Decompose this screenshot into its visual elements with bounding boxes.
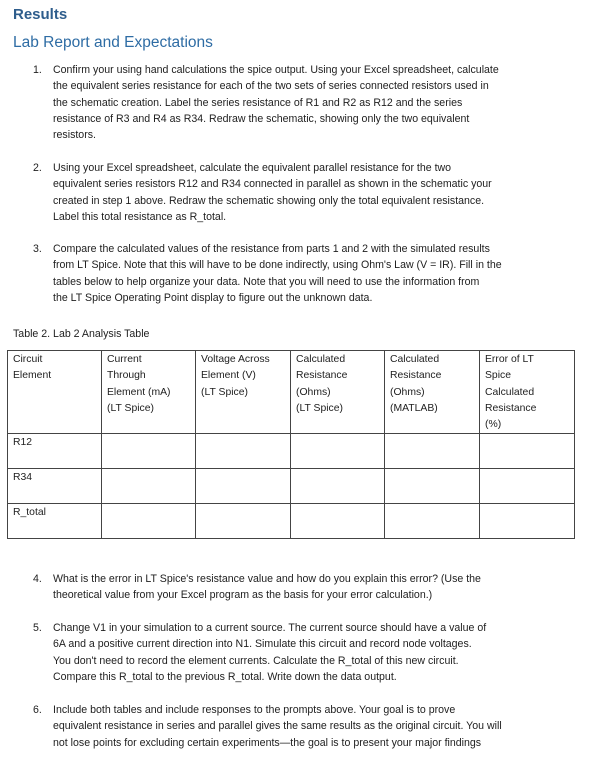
header-line: Resistance <box>390 370 442 382</box>
text-line: the schematic creation. Label the series resistance of R1 and R2 as R12 and the series <box>53 96 463 109</box>
table-cell[interactable] <box>102 469 196 504</box>
text-line: from LT Spice. Note that this will have to be done indirectly, using Ohm's Law (V = IR). Fill in the <box>53 259 502 272</box>
text-line: Confirm your using hand calculations the spice output. Using your Excel spreadsheet, calculate <box>53 64 499 76</box>
header-line: Element (mA) <box>107 386 171 398</box>
list-item-text <box>53 620 569 685</box>
table-cell[interactable] <box>385 504 480 539</box>
table-cell[interactable] <box>102 434 196 469</box>
header-line: (LT Spice) <box>296 402 343 414</box>
text-line: You don't need to record the element currents. Calculate the R_total of this new circuit. <box>53 654 459 667</box>
table-cell[interactable] <box>385 434 480 469</box>
table-row <box>8 504 575 539</box>
header-current <box>102 351 196 434</box>
header-line: Through <box>107 370 146 382</box>
text-line: not lose points for excluding certain experiments—the goal is to present your major findings <box>53 736 482 749</box>
header-line: Circuit <box>13 354 43 365</box>
list-item-number: 5. <box>33 622 42 634</box>
list-item-number: 6. <box>33 704 42 716</box>
text-line: theoretical value from your Excel program as the basis for your error calculation.) <box>53 589 433 602</box>
table-cell[interactable] <box>291 434 385 469</box>
table-cell[interactable] <box>385 469 480 504</box>
header-line: Current <box>107 354 142 365</box>
list-item-text <box>53 571 569 604</box>
table-cell[interactable] <box>480 469 575 504</box>
text-line: equivalent series resistors R12 and R34 connected in parallel as shown in the schematic your <box>53 178 492 191</box>
header-line: Element <box>13 370 52 382</box>
header-circuit-element <box>8 351 102 434</box>
header-line: Resistance <box>296 370 348 382</box>
text-line: the equivalent series resistance for each of the two sets of series connected resistors used in <box>53 80 489 93</box>
table-row <box>8 434 575 469</box>
header-line: Calculated <box>390 354 440 365</box>
text-line: What is the error in LT Spice's resistance value and how do you explain this error? (Use the <box>53 573 481 585</box>
header-line: Calculated <box>296 354 346 365</box>
table-cell[interactable] <box>291 469 385 504</box>
text-line: Include both tables and include responses to the prompts above. Your goal is to prove <box>53 704 456 716</box>
list-item-number: 3. <box>33 243 42 255</box>
header-line: Element (V) <box>201 370 256 382</box>
text-line: created in step 1 above. Redraw the schematic showing only the total equivalent resistance. <box>53 194 485 207</box>
text-line: the LT Spice Operating Point display to figure out the unknown data. <box>53 291 373 304</box>
header-line: Error of LT <box>485 354 534 365</box>
header-line: (Ohms) <box>390 386 425 398</box>
text-line: Change V1 in your simulation to a current source. The current source should have a value of <box>53 622 487 634</box>
list-item-text <box>53 241 569 306</box>
header-voltage <box>196 351 291 434</box>
header-line: (LT Spice) <box>201 386 248 398</box>
header-line: Spice <box>485 370 511 382</box>
section-title: Results <box>13 6 68 23</box>
text-line: resistance of R3 and R4 as R34. Redraw the schematic, showing only the two equivalent <box>53 112 470 125</box>
table-cell[interactable] <box>480 434 575 469</box>
header-line: (LT Spice) <box>107 402 154 414</box>
header-resistance-matlab <box>385 351 480 434</box>
table-cell[interactable] <box>196 434 291 469</box>
text-line: Compare this R_total to the previous R_total. Write down the data output. <box>53 670 397 683</box>
list-item-text <box>53 702 569 751</box>
table-cell[interactable] <box>196 504 291 539</box>
text-line: Compare the calculated values of the resistance from parts 1 and 2 with the simulated results <box>53 243 490 255</box>
header-resistance-ltspice <box>291 351 385 434</box>
list-item-number: 1. <box>33 64 42 76</box>
header-line: Voltage Across <box>201 354 270 365</box>
list-item-text <box>53 160 569 225</box>
header-line: Calculated <box>485 386 535 398</box>
text-line: 6A and a positive current direction into N1. Simulate this circuit and record node voltages. <box>53 638 472 651</box>
table-header-row <box>8 351 575 434</box>
header-line: (%) <box>485 419 502 431</box>
text-line: equivalent resistance in series and parallel gives the same results as the original circuit. You will <box>53 720 502 733</box>
subsection-title: Lab Report and Expectations <box>13 34 213 51</box>
header-line: (MATLAB) <box>390 402 438 414</box>
text-line: Label this total resistance as R_total. <box>53 210 227 223</box>
text-line: resistors. <box>53 129 96 142</box>
list-item-number: 2. <box>33 162 42 174</box>
text-line: Using your Excel spreadsheet, calculate the equivalent parallel resistance for the two <box>53 162 452 174</box>
table-row <box>8 469 575 504</box>
table-cell[interactable] <box>102 504 196 539</box>
table-cell[interactable] <box>291 504 385 539</box>
header-line: Resistance <box>485 402 537 414</box>
table-caption: Table 2. Lab 2 Analysis Table <box>13 328 150 340</box>
header-error <box>480 351 575 434</box>
table-cell[interactable]: R_total <box>8 504 102 539</box>
text-line: tables below to help organize your data. Note that you will need to use the information from <box>53 275 480 288</box>
table-cell[interactable]: R34 <box>8 469 102 504</box>
list-item-number: 4. <box>33 573 42 585</box>
analysis-table <box>7 350 575 539</box>
list-item-text <box>53 62 569 143</box>
table-cell[interactable] <box>196 469 291 504</box>
table-cell[interactable]: R12 <box>8 434 102 469</box>
header-line: (Ohms) <box>296 386 331 398</box>
table-cell[interactable] <box>480 504 575 539</box>
